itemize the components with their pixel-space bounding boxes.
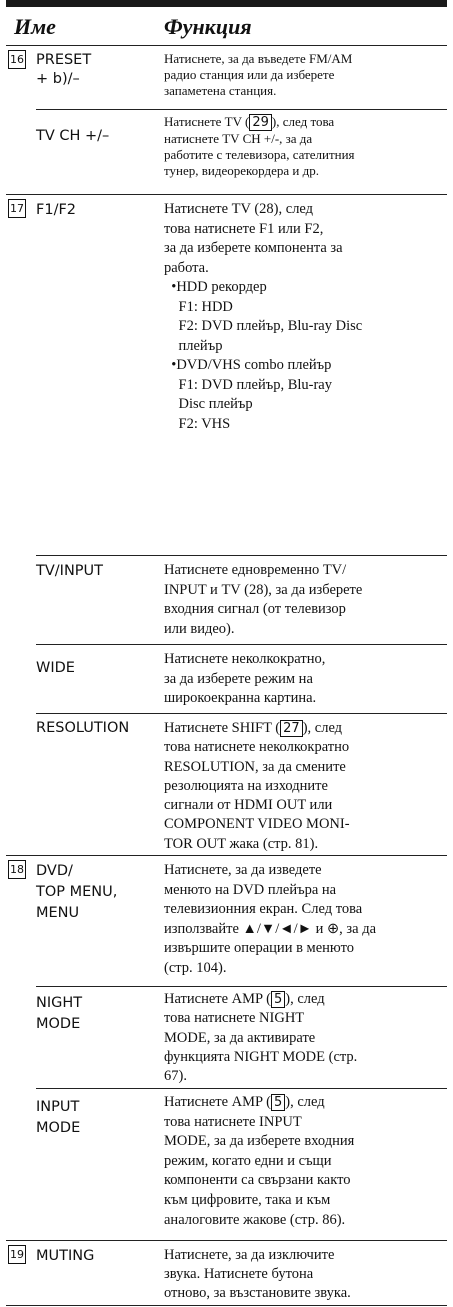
button-ref-box: 5 <box>271 1094 285 1111</box>
item-name: PRESET + b)/– <box>36 52 92 87</box>
item-description: Натиснете, за да изключите звука. Натиснете бутона отново, за възстановите звука. <box>164 1247 351 1301</box>
item-description: Натиснете неколкократно, за да изберете режим на широкоекранна картина. <box>164 651 326 706</box>
table-row <box>6 1240 447 1305</box>
table-row <box>36 109 447 194</box>
button-ref-box: 27 <box>280 720 303 737</box>
item-name: NIGHT MODE <box>36 995 83 1032</box>
item-number: 17 <box>8 199 26 218</box>
table-row <box>6 194 447 555</box>
table-row <box>36 555 447 644</box>
column-header-function: Функция <box>164 14 252 39</box>
item-number: 16 <box>8 50 26 69</box>
item-name: INPUT MODE <box>36 1099 81 1136</box>
item-number: 19 <box>8 1245 26 1264</box>
table-row <box>6 855 447 986</box>
item-name: WIDE <box>36 660 75 676</box>
item-description: Натиснете SHIFT ( 27 ), след това натиснете неколкократно RESOLUTION, за да смените резолюцията на изходните сигнали от HDMI OUT или COMPONENT VIDEO MONI- TOR OUT жака (стр. 81). <box>164 720 350 852</box>
item-name: TV/INPUT <box>36 563 103 579</box>
item-number: 18 <box>8 860 26 879</box>
item-description: Натиснете TV ( 29 ), след това натиснете TV CH +/-, за да работите с телевизора, сателитния тунер, видеорекордера и др. <box>164 114 355 178</box>
button-ref-box: 5 <box>271 991 285 1008</box>
item-name: MUTING <box>36 1248 95 1264</box>
item-name: RESOLUTION <box>36 720 130 736</box>
table-row <box>36 644 447 713</box>
button-ref-box: 29 <box>249 114 272 131</box>
item-name: TV CH +/– <box>36 128 110 144</box>
table-row <box>36 986 447 1088</box>
bottom-rule <box>6 1305 447 1306</box>
item-description: Натиснете, за да въведете FM/AM радио станция или да изберете запаметена станция. <box>164 51 353 98</box>
table-row <box>36 713 447 855</box>
item-description: Натиснете, за да изведете менюто на DVD плейъра на телевизионния екран. След това използвайте ▲/▼/◄/► и ⊕, за да извършите операции в менюто (стр. 104). <box>164 862 377 976</box>
item-description: Натиснете AMP ( 5 ), след това натиснете NIGHT MODE, за да активирате функцията NIGHT MODE (стр. 67). <box>164 991 358 1085</box>
item-description: Натиснете едновременно TV/ INPUT и TV (28), за да изберете входния сигнал (от телевизор или видео). <box>164 562 363 637</box>
table-row <box>6 45 447 109</box>
column-header-name: Име <box>14 14 56 39</box>
item-name: F1/F2 <box>36 202 77 218</box>
top-rule <box>6 0 447 7</box>
item-name: DVD/ TOP MENU, MENU <box>36 863 118 921</box>
table-row <box>36 1088 447 1240</box>
item-description: Натиснете TV (28), след това натиснете F1 или F2, за да изберете компонента за работа. •HDD рекордер F1: HDD F2: DVD плейър, Blu-ray Disc плейър •DVD/VHS combo плейър F1: DVD плейър, Blu-ray Disc плейър F2: VHS <box>164 201 363 432</box>
item-description: Натиснете AMP ( 5 ), след това натиснете INPUT MODE, за да изберете входния режим, когато едни и същи компоненти са свързани както към цифровите, така и към аналоговите жакове (стр. 86). <box>164 1094 355 1228</box>
table-header <box>6 10 447 44</box>
